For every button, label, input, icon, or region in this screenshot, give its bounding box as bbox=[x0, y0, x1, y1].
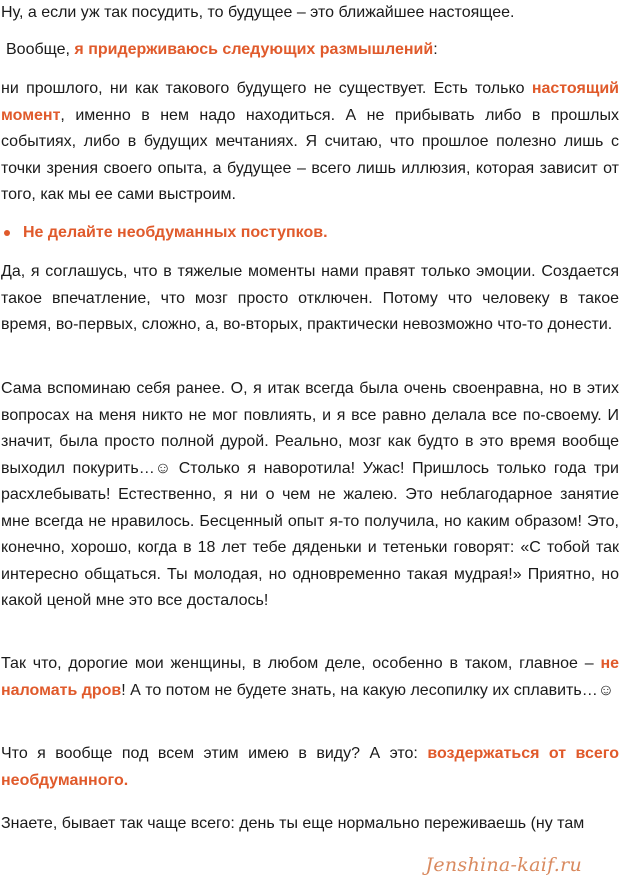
paragraph-4-text: Да, я соглашусь, что в тяжелые моменты нами правят только эмоции. Создается такое впечатление, что мозг просто отключен. Потому что человеку в такое время, во-первых, сложно, а, во-вторых, практически невозможно что-то донести. bbox=[1, 263, 619, 333]
paragraph-1 bbox=[1, 0, 619, 27]
paragraph-2-colon: : bbox=[433, 41, 438, 58]
paragraph-3-text-a: ни прошлого, ни как такового будущего не существует. Есть только bbox=[1, 80, 532, 97]
highlight-firewood: не наломать дров bbox=[1, 655, 619, 699]
paragraph-8 bbox=[1, 811, 619, 838]
highlight-present-moment: настоящий момент bbox=[1, 80, 619, 124]
paragraph-7 bbox=[1, 741, 619, 794]
paragraph-6 bbox=[1, 651, 619, 704]
bullet-heading: Не делайте необдуманных поступков. bbox=[23, 224, 328, 241]
bullet-dot-icon bbox=[4, 230, 10, 236]
highlight-refrain: воздержаться от всего необдуманного bbox=[1, 745, 620, 789]
paragraph-4 bbox=[1, 259, 619, 339]
paragraph-5-text: Сама вспоминаю себя ранее. О, я итак всегда была очень своенравна, но в этих вопросах на меня никто не мог повлиять, и я все равно делала все по-своему. И значит, была просто полной дурой. Реально, мозг как будто в это время вообще выходил покурить…☺ Столько я наворотила! Ужас! Пришлось только года три расхлебывать! Естественно, я ни о чем не жалею. Это неблагодарное занятие мне всегда не нравилось. Бесценный опыт я-то получила, но каким образом! Это, конечно, хорошо, когда в 18 лет тебе дяденьки и тетеньки говорят: «С тобой так интересно общаться. Ты молодая, но одновременно такая мудрая!» Приятно, но какой ценой мне это все досталось! bbox=[1, 380, 619, 609]
site-watermark: Jenshina-kaif.ru bbox=[425, 854, 582, 876]
paragraph-7-period: . bbox=[123, 771, 129, 789]
paragraph-6-text-a: Так что, дорогие мои женщины, в любом деле, особенно в таком, главное – bbox=[1, 655, 601, 672]
paragraph-3-text-b: , именно в нем надо находиться. А не прибывать либо в прошлых событиях, либо в будущих мечтаниях. Я считаю, что прошлое полезно лишь с точки зрения своего опыта, а будущее – всего лишь иллюзия, которая зависит от того, как мы ее сами выстроим. bbox=[1, 106, 619, 203]
paragraph-2 bbox=[6, 37, 620, 64]
paragraph-3 bbox=[1, 76, 619, 209]
paragraph-8-text: Знаете, бывает так чаще всего: день ты еще нормально переживаешь (ну там bbox=[1, 815, 585, 832]
paragraph-2-text: Вообще, bbox=[6, 41, 75, 58]
bullet-item bbox=[0, 220, 620, 246]
paragraph-6-text-b: ! А то потом не будете знать, на какую лесопилку их сплавить…☺ bbox=[121, 681, 615, 699]
paragraph-7-text: Что я вообще под всем этим имею в виду? А это: bbox=[1, 745, 428, 762]
paragraph-1-text: Ну, а если уж так посудить, то будущее – это ближайшее настоящее. bbox=[1, 4, 515, 21]
paragraph-5 bbox=[1, 376, 619, 615]
highlight-reflections: я придерживаюсь следующих размышлений bbox=[74, 41, 434, 58]
